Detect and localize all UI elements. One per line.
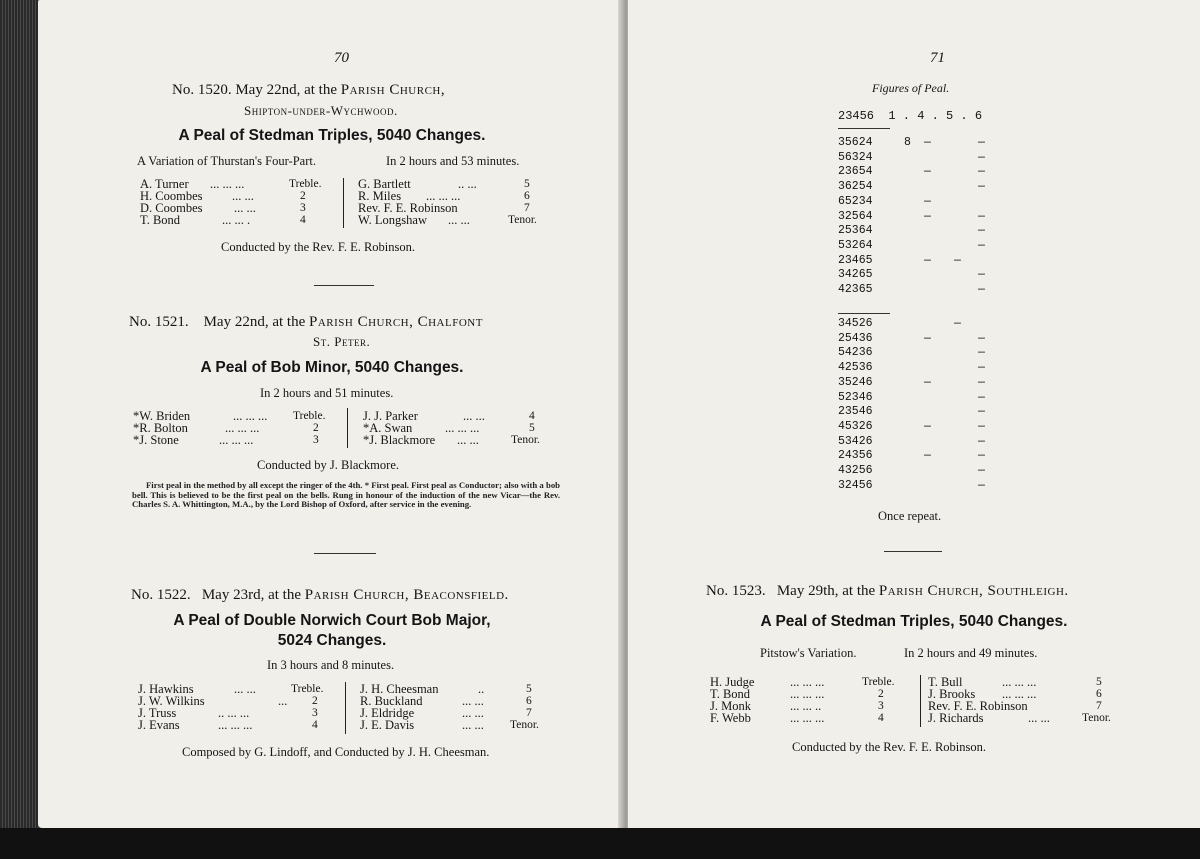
ringer-name: G. Bartlett [358,177,411,191]
figure-call-mark: — [954,253,961,267]
figure-call-mark: — [978,224,985,238]
section-rule [884,551,942,552]
leader-dots: ... ... [462,706,484,720]
ringer-name: H. Judge [710,675,755,689]
leader-dots: ... ... ... [790,687,825,701]
ringer-position: 4 [878,712,884,724]
ringer-position: 6 [1096,688,1102,700]
figure-row: 65234 [838,194,873,208]
figure-call-mark: — [954,317,961,330]
ringer-name: J. J. Parker [363,409,418,423]
ringer-name: T. Bull [928,675,963,689]
ringer-position: 7 [526,707,532,719]
ringer-roster [138,683,558,731]
peal-footnote: First peal in the method by all except the ringer of the 4th. * First peal. First peal as Conductor; also with a bob bell. This is believed to be the first peal on the bells. Rung in honour of the induction of the new Vicar—the Rev. Charles S. A. Whittington, M.A., by the Lord Bishop of Oxford, after service in the evening. [132,480,560,509]
ringer-name: R. Buckland [360,694,423,708]
figure-call-mark: — [924,253,931,267]
figure-call-mark: — [978,165,985,179]
ringer-position: 2 [313,422,319,434]
ringer-name: J. E. Davis [360,718,415,732]
ringer-name: F. Webb [710,711,751,725]
figure-call-mark: — [978,180,985,194]
ringer-position: 2 [300,190,306,202]
right-page [628,0,1200,828]
ringer-position: Tenor. [1082,712,1111,724]
leader-dots: ... [278,694,288,708]
leader-dots: .. ... ... [218,706,250,720]
figure-call-mark: — [978,464,985,477]
peal-place: Parish Church, [340,82,446,98]
ringer-name: *J. Stone [133,433,179,447]
leader-dots: ... ... [457,433,479,447]
figure-row: 43256 [838,464,873,477]
figure-call-mark: — [924,419,931,433]
leader-dots: ... ... ... [219,433,254,447]
ringer-name: D. Coombes [140,201,203,215]
figure-call-mark: — [978,478,985,492]
peal-date: May 29th, at the [776,583,876,599]
ringer-position: 3 [878,700,884,712]
section-rule [314,553,376,554]
figure-call-mark: — [978,375,985,389]
figure-row: 54236 [838,346,873,360]
ringer-position: 4 [312,719,318,731]
peal-title: A Peal of Stedman Triples, 5040 Changes. [178,127,486,144]
ringer-position: 5 [1096,676,1102,688]
ringer-row [140,202,550,214]
figure-call-mark: — [978,283,985,296]
peal-conductor: Conducted by J. Blackmore. [257,458,399,472]
ringer-position: 2 [312,695,318,707]
figure-row: 23546 [838,405,873,419]
ringer-name: Rev. F. E. Robinson [928,699,1028,713]
ringer-name: J. Brooks [928,687,976,701]
figure-row: 42536 [838,361,873,375]
ringer-name: *R. Bolton [133,421,188,435]
figure-call-mark: — [924,194,931,208]
ringer-position: Treble. [293,410,326,422]
peal-number: No. 1521. [129,314,189,330]
figure-call-mark: — [924,209,931,223]
figures-rule [838,313,890,314]
peal-title: A Peal of Bob Minor, 5040 Changes. [200,359,464,376]
peal-date: May 22nd, at the [235,82,337,98]
figure-call-mark: — [978,331,985,345]
section-rule [314,285,374,286]
leader-dots: ... ... [462,718,484,732]
figure-row: 24356 [838,449,873,463]
peal-place: Parish Church, Southleigh. [878,583,1069,599]
ringer-name: J. Eldridge [360,706,415,720]
column-divider [345,682,346,734]
ringer-name: W. Longshaw [358,213,427,227]
figure-call-mark: — [978,150,985,164]
figures-title: Figures of Peal. [872,81,950,95]
figure-row: 32456 [838,478,873,492]
ringer-name: J. W. Wilkins [138,694,205,708]
leader-dots: ... ... [232,189,254,203]
leader-dots: ... ... ... [445,421,480,435]
ringer-row [138,695,558,707]
leader-dots: ... ... ... [225,421,260,435]
peal-header [129,314,483,331]
figure-call-mark: — [978,238,985,252]
leader-dots: ... ... ... [790,675,825,689]
left-page [38,0,626,828]
leader-dots: .. ... [458,177,477,191]
ringer-name: Rev. F. E. Robinson [358,201,458,215]
figure-call-mark: — [924,375,931,389]
leader-dots: ... ... ... [1002,675,1037,689]
ringer-name: *A. Swan [363,421,413,435]
ringer-row [133,410,553,422]
page-number: 70 [334,50,349,66]
ringer-name: R. Miles [358,189,402,203]
peal-place-line2: Shipton-under-Wychwood. [244,103,398,118]
leader-dots: ... ... ... [233,409,268,423]
ringer-position: 2 [878,688,884,700]
peal-header [172,82,445,99]
ringer-name: J. Truss [138,706,177,720]
ringer-position: 5 [526,683,532,695]
peal-duration: In 2 hours and 51 minutes. [260,386,394,400]
peal-header [131,587,509,604]
ringer-name: H. Coombes [140,189,203,203]
figure-row: 35624 [838,136,873,149]
once-repeat: Once repeat. [878,509,942,523]
figure-call-mark: — [978,136,985,149]
ringer-position: 5 [524,178,530,190]
figure-call-mark: — [978,209,985,223]
column-divider [343,178,344,228]
leader-dots: ... ... ... [218,718,253,732]
figure-call-mark: — [978,449,985,463]
leader-dots: ... ... . [222,213,251,227]
ringer-position: Tenor. [508,214,537,226]
ringer-position: 3 [300,202,306,214]
peal-date: May 22nd, at the [203,314,306,330]
ringer-row [138,719,558,731]
leader-dots: ... ... [234,201,256,215]
ringer-position: 5 [529,422,535,434]
ringer-roster [140,178,550,226]
figure-call-mark: — [978,419,985,433]
ringer-position: 3 [312,707,318,719]
leader-dots: ... ... [1028,711,1050,725]
peal-title: A Peal of Stedman Triples, 5040 Changes. [760,613,1068,630]
leader-dots: ... ... [462,694,484,708]
ringer-roster [133,410,553,446]
leader-dots: ... ... [448,213,470,227]
figure-call-mark: 8 [904,136,911,149]
figure-row: 52346 [838,390,873,404]
figure-row: 53264 [838,238,873,252]
figure-row: 32564 [838,209,873,223]
ringer-position: Treble. [289,178,322,190]
book-edge [0,0,42,859]
peal-title: A Peal of Double Norwich Court Bob Major, [173,612,491,629]
column-divider [347,408,348,448]
column-divider [920,675,921,727]
ringer-name: J. Monk [710,699,751,713]
figure-call-mark: — [978,390,985,404]
peal-method-note: A Variation of Thurstan's Four-Part. [137,154,316,168]
leader-dots: ... ... [234,682,256,696]
figure-call-mark: — [978,361,985,375]
peal-duration: In 2 hours and 49 minutes. [904,646,1038,660]
figure-call-mark: — [924,331,931,345]
ringer-position: 7 [1096,700,1102,712]
leader-dots: ... ... ... [210,177,245,191]
leader-dots: ... ... ... [426,189,461,203]
page-number: 71 [930,50,945,66]
ringer-position: Tenor. [510,719,539,731]
figure-row: 34265 [838,268,873,282]
figure-row: 53426 [838,434,873,448]
ringer-name: *W. Briden [133,409,191,423]
ringer-name: J. H. Cheesman [360,682,439,696]
figure-row: 35246 [838,375,873,389]
peal-duration: In 2 hours and 53 minutes. [386,154,520,168]
ringer-row [133,434,553,446]
figure-row: 56324 [838,150,873,164]
leader-dots: .. [478,682,485,696]
peal-number: No. 1522. [131,587,191,603]
figures-header: 23456 1 . 4 . 5 . 6 [838,109,983,123]
ringer-name: *J. Blackmore [363,433,436,447]
peal-number: No. 1520. [172,82,232,98]
peal-header [706,583,1069,600]
ringer-name: J. Richards [928,711,984,725]
ringer-position: 3 [313,434,319,446]
ringer-position: Treble. [291,683,324,695]
leader-dots: ... ... [463,409,485,423]
ringer-position: 6 [526,695,532,707]
leader-dots: ... ... ... [1002,687,1037,701]
figure-call-mark: — [924,449,931,463]
ringer-name: T. Bond [140,213,181,227]
ringer-position: 4 [300,214,306,226]
peal-date: May 23rd, at the [201,587,301,603]
scan-bottom-edge [0,828,1200,859]
peal-number: No. 1523. [706,583,766,599]
ringer-position: Tenor. [511,434,540,446]
figure-row: 23654 [838,165,873,179]
figure-row: 23465 [838,253,873,267]
figures-rule [838,128,890,129]
ringer-name: A. Turner [140,177,189,191]
leader-dots: ... ... .. [790,699,822,713]
ringer-name: J. Hawkins [138,682,194,696]
ringer-position: 6 [524,190,530,202]
figure-call-mark: — [924,136,931,149]
figure-call-mark: — [978,268,985,282]
figure-row: 42365 [838,283,873,296]
leader-dots: ... ... ... [790,711,825,725]
figure-call-mark: — [978,346,985,360]
ringer-position: 4 [529,410,535,422]
ringer-position: 7 [524,202,530,214]
figure-call-mark: — [978,405,985,419]
figure-call-mark: — [924,165,931,179]
peal-conductor: Conducted by the Rev. F. E. Robinson. [792,740,987,754]
figure-row: 25364 [838,224,873,238]
ringer-row [133,422,553,434]
figure-row: 45326 [838,419,873,433]
ringer-name: T. Bond [710,687,751,701]
peal-place: Parish Church, Beaconsfield. [304,587,509,603]
peal-conductor: Composed by G. Lindoff, and Conducted by J. H. Cheesman. [182,745,490,759]
figure-row: 36254 [838,180,873,194]
ringer-row [138,707,558,719]
figure-row: 34526 [838,317,873,330]
figure-call-mark: — [978,434,985,448]
peal-conductor: Conducted by the Rev. F. E. Robinson. [221,240,416,254]
ringer-position: Treble. [862,676,895,688]
peal-duration: In 3 hours and 8 minutes. [267,658,395,672]
ringer-name: J. Evans [138,718,180,732]
peal-title-line2: 5024 Changes. [277,632,387,649]
peal-place-line2: St. Peter. [313,334,371,349]
peal-method-note: Pitstow's Variation. [760,646,857,660]
ringer-row [140,214,550,226]
figure-row: 25436 [838,331,873,345]
peal-place: Parish Church, Chalfont [309,314,483,330]
